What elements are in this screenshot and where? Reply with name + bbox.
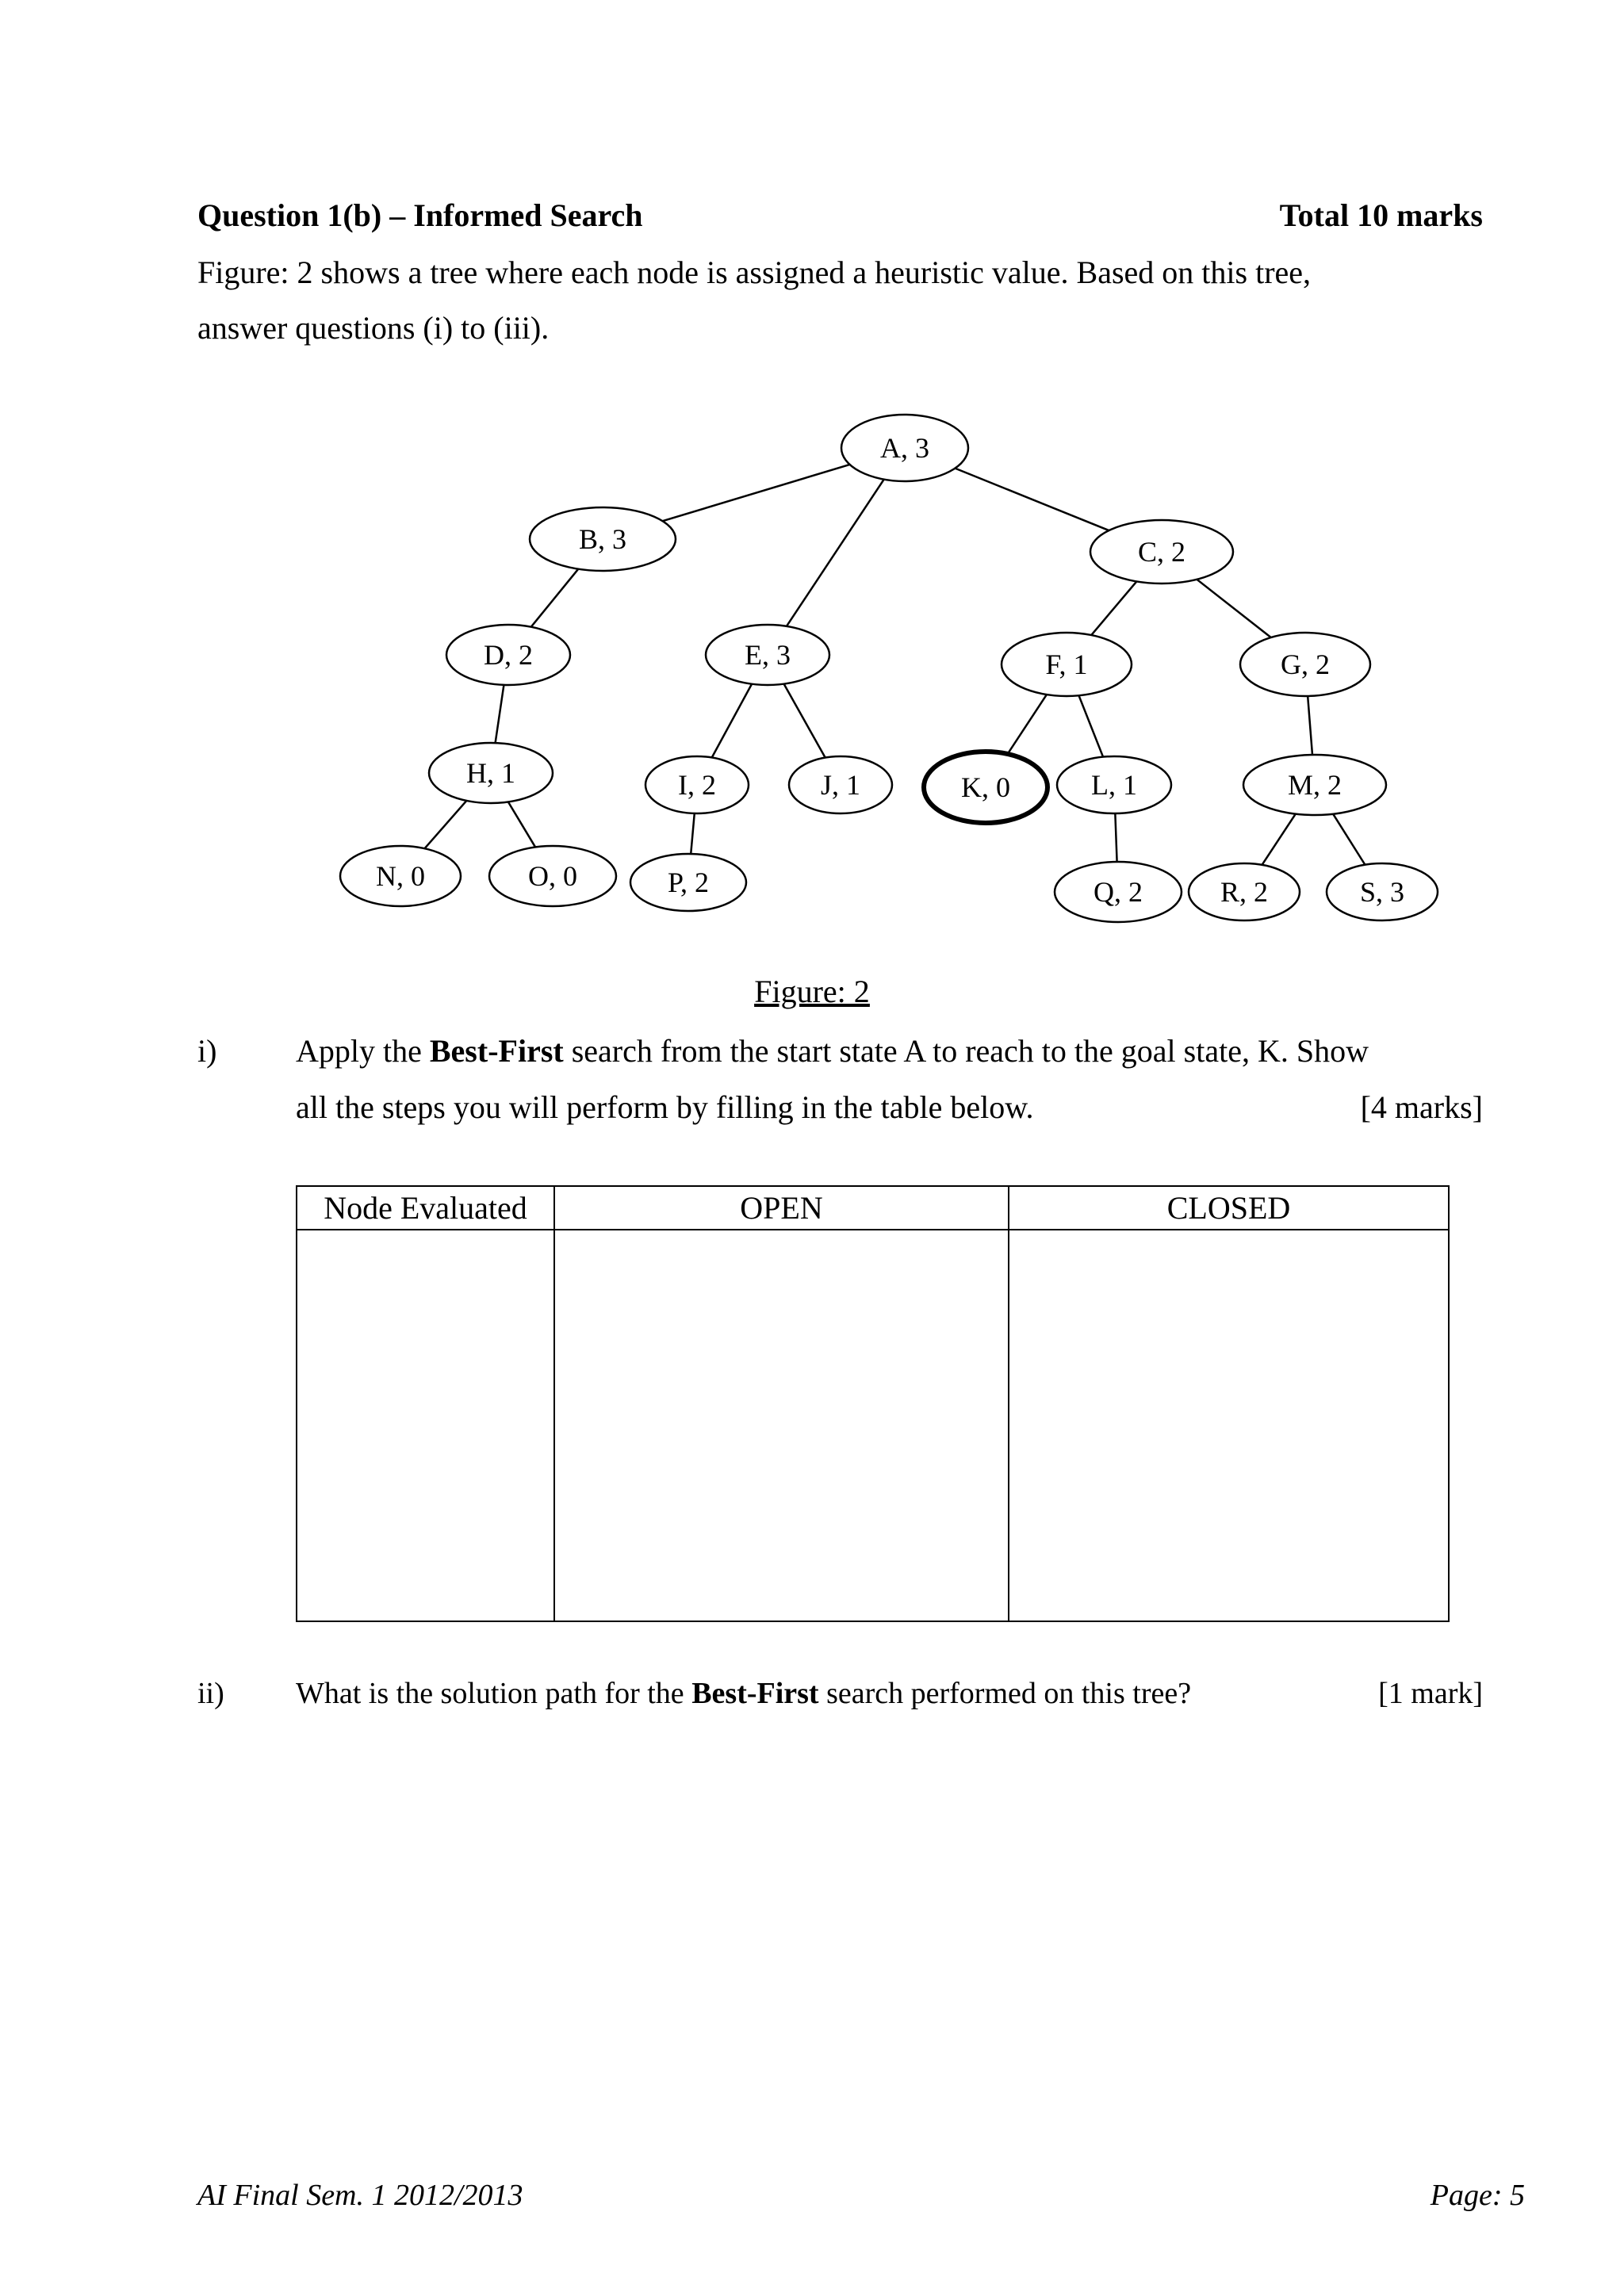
tree-node-a bbox=[841, 415, 968, 481]
tree-node-k bbox=[924, 752, 1048, 823]
tree-node-n bbox=[340, 846, 461, 906]
question-i-text-line-2: all the steps you will perform by filling in the table below. bbox=[296, 1089, 1034, 1125]
tree-node-f bbox=[1002, 633, 1132, 696]
tree-node-c bbox=[1090, 520, 1233, 584]
tree-node-m bbox=[1243, 755, 1386, 815]
node-label: A, 3 bbox=[880, 432, 929, 464]
tree-node-q bbox=[1055, 862, 1182, 922]
intro-text-line-1: Figure: 2 shows a tree where each node is assigned a heuristic value. Based on this tree, bbox=[197, 254, 1312, 290]
tree-edge-e-i bbox=[712, 684, 752, 758]
tree-node-i bbox=[645, 756, 749, 813]
intro-text-line-2: answer questions (i) to (iii). bbox=[197, 310, 550, 346]
tree-edge-e-j bbox=[784, 684, 825, 758]
question-i-text-line-1: Apply the Best-First search from the start state A to reach to the goal state, K. Show bbox=[296, 1033, 1369, 1069]
node-label: I, 2 bbox=[678, 769, 716, 801]
answer-cell-open[interactable] bbox=[554, 1230, 1009, 1621]
tree-edge-m-r bbox=[1262, 814, 1295, 865]
column-header-node-evaluated: Node Evaluated bbox=[297, 1186, 554, 1230]
total-marks: Total 10 marks bbox=[1279, 197, 1483, 233]
tree-nodes bbox=[340, 415, 1438, 922]
node-label: Q, 2 bbox=[1094, 876, 1143, 908]
search-tree-diagram bbox=[0, 0, 1624, 967]
node-label: B, 3 bbox=[578, 523, 627, 555]
question-ii-text: What is the solution path for the Best-First search performed on this tree? bbox=[296, 1677, 1192, 1710]
node-label: H, 1 bbox=[466, 757, 515, 789]
node-label: F, 1 bbox=[1045, 649, 1088, 680]
tree-node-j bbox=[789, 756, 892, 813]
tree-node-b bbox=[530, 507, 676, 571]
node-label: O, 0 bbox=[528, 860, 577, 892]
tree-node-p bbox=[630, 854, 746, 911]
tree-node-e bbox=[706, 625, 829, 685]
tree-node-l bbox=[1057, 756, 1171, 813]
tree-edge-a-c bbox=[955, 469, 1109, 530]
node-label: N, 0 bbox=[376, 860, 425, 892]
tree-edge-c-g bbox=[1197, 580, 1270, 637]
tree-edge-i-p bbox=[691, 813, 695, 854]
tree-node-o bbox=[489, 846, 616, 906]
tree-node-g bbox=[1240, 633, 1370, 696]
table-answer-row bbox=[297, 1230, 1449, 1621]
node-label: M, 2 bbox=[1287, 769, 1342, 801]
question-ii-number: ii) bbox=[197, 1677, 224, 1710]
node-label: C, 2 bbox=[1137, 536, 1186, 568]
tree-edge-l-q bbox=[1115, 813, 1116, 862]
tree-node-d bbox=[446, 625, 570, 685]
answer-cell-closed[interactable] bbox=[1009, 1230, 1449, 1621]
node-label: G, 2 bbox=[1281, 649, 1330, 680]
tree-edge-f-l bbox=[1079, 695, 1104, 756]
tree-node-h bbox=[429, 743, 553, 803]
tree-edge-a-b bbox=[663, 465, 850, 521]
node-label: J, 1 bbox=[820, 769, 861, 801]
question-ii-marks: [1 mark] bbox=[1378, 1677, 1483, 1710]
figure-caption: Figure: 2 bbox=[754, 974, 870, 1009]
node-label: S, 3 bbox=[1359, 876, 1405, 908]
footer-course-info: AI Final Sem. 1 2012/2013 bbox=[197, 2179, 523, 2212]
tree-node-s bbox=[1327, 863, 1438, 920]
answer-cell-node-evaluated[interactable] bbox=[297, 1230, 554, 1621]
node-label: E, 3 bbox=[745, 639, 791, 671]
node-label: D, 2 bbox=[484, 639, 533, 671]
tree-edge-m-s bbox=[1333, 814, 1365, 865]
best-first-answer-table bbox=[296, 1185, 1450, 1622]
question-i-number: i) bbox=[197, 1033, 217, 1069]
tree-edge-b-d bbox=[531, 569, 578, 627]
node-label: L, 1 bbox=[1091, 769, 1137, 801]
tree-edge-h-o bbox=[508, 802, 535, 847]
node-label: P, 2 bbox=[667, 867, 710, 898]
node-label: R, 2 bbox=[1220, 876, 1269, 908]
node-label: K, 0 bbox=[961, 771, 1010, 803]
table-header-row bbox=[297, 1186, 1449, 1230]
tree-edge-h-n bbox=[425, 801, 467, 848]
tree-node-r bbox=[1189, 863, 1300, 920]
tree-edge-a-e bbox=[787, 480, 884, 626]
footer-page-number: Page: 5 bbox=[1430, 2179, 1525, 2212]
question-title: Question 1(b) – Informed Search bbox=[197, 197, 643, 233]
tree-edge-f-k bbox=[1008, 695, 1047, 754]
tree-edge-g-m bbox=[1308, 696, 1312, 755]
question-i-marks: [4 marks] bbox=[1360, 1089, 1483, 1125]
column-header-open: OPEN bbox=[554, 1186, 1009, 1230]
tree-edge-c-f bbox=[1091, 581, 1136, 635]
tree-edge-d-h bbox=[496, 685, 504, 743]
column-header-closed: CLOSED bbox=[1009, 1186, 1449, 1230]
